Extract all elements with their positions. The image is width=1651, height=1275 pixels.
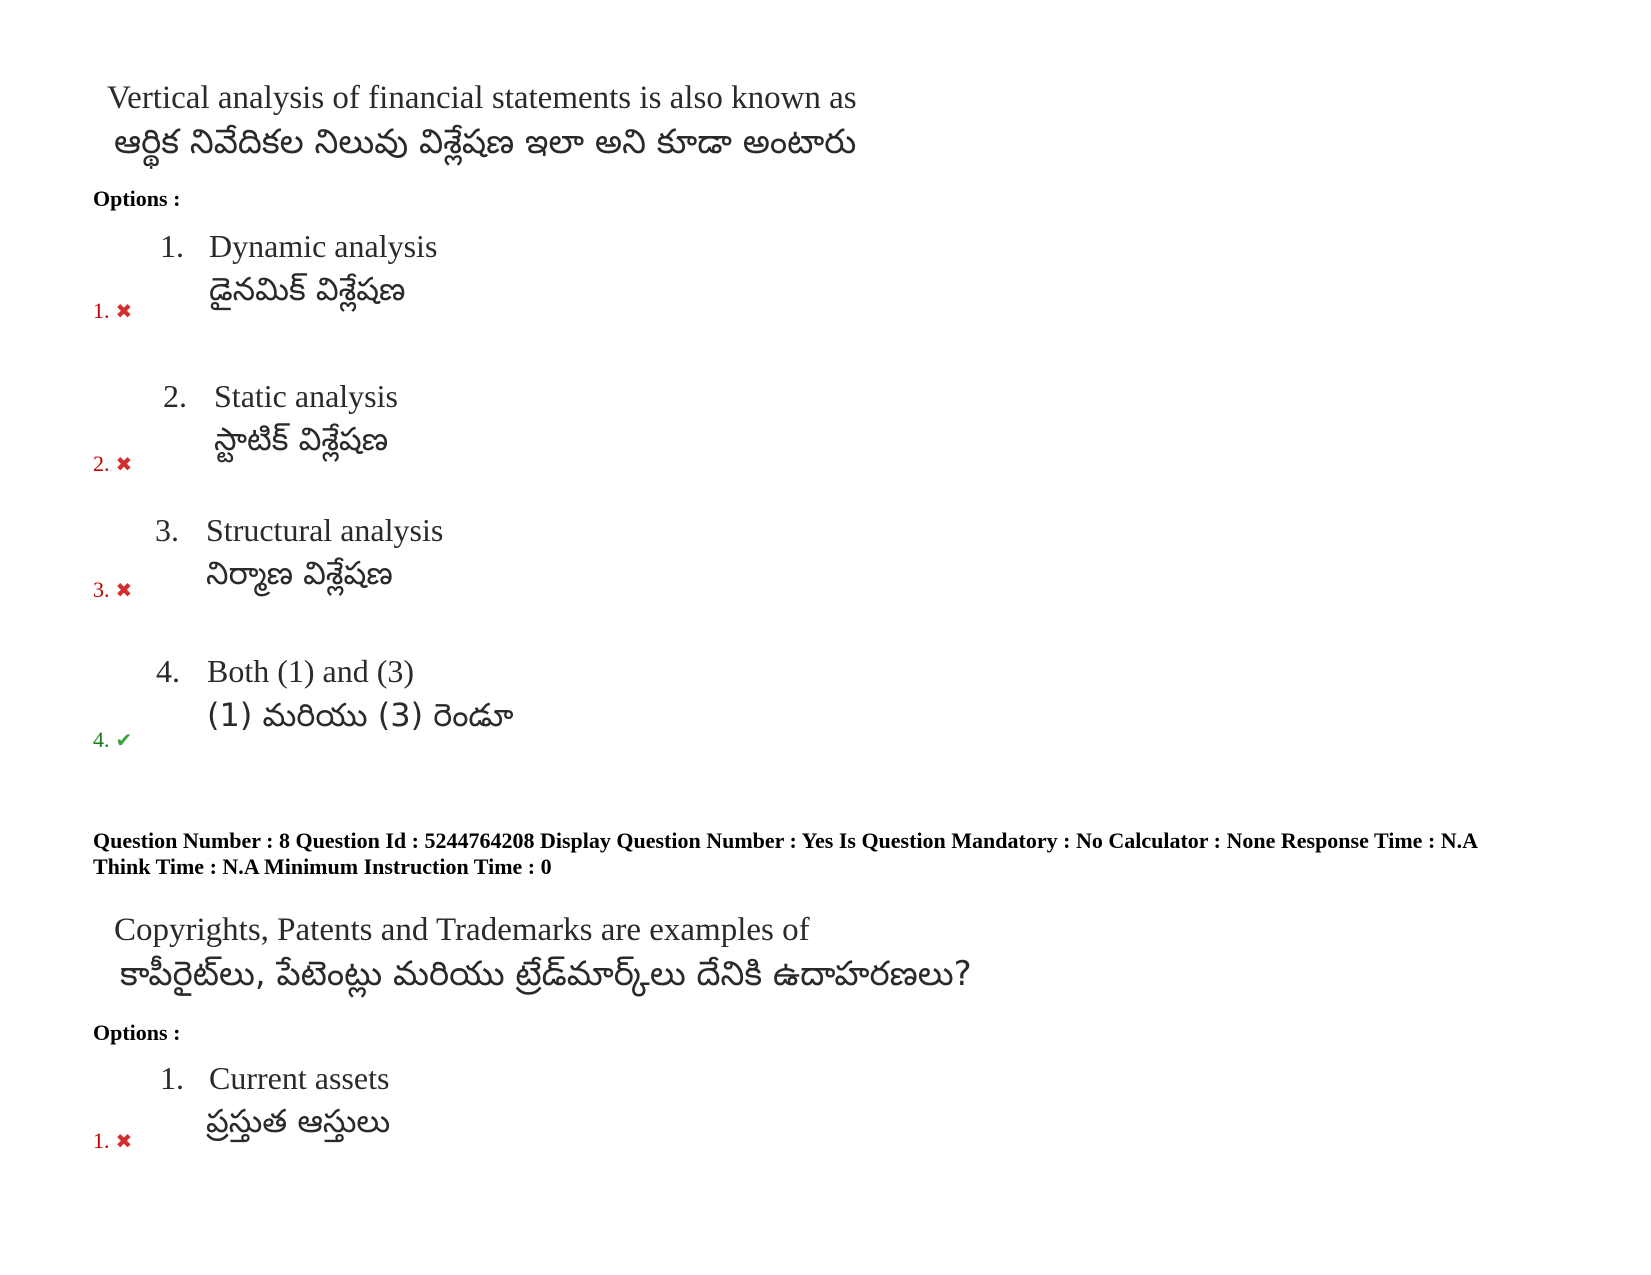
cross-icon: ✖ [115,578,133,602]
option-marker-wrong [93,577,132,603]
option-text-te: డైనమిక్ విశ్లేషణ [209,270,406,308]
option-marker-number: 1. [93,1128,110,1153]
option-text-en: Both (1) and (3) [207,653,415,689]
question-metadata: Question Number : 8 Question Id : 5244764208 Display Question Number : Yes Is Question Mandatory : No Calculator : None Response Time : N.A Think Time : N.A Minimum Instruction Time : 0 [93,828,1477,879]
option-text-en: Static analysis [214,378,398,414]
question-text-en: Copyrights, Patents and Trademarks are examples of [114,912,810,948]
option-marker-correct [93,727,132,753]
check-icon: ✔ [115,728,133,752]
cross-icon: ✖ [115,299,133,323]
option-marker-number: 3. [93,577,110,602]
question-text-en: Vertical analysis of financial statements is also known as [107,80,857,116]
option-marker-wrong [93,298,132,324]
option-text-en: Current assets [209,1060,390,1096]
option-marker-number: 4. [93,727,110,752]
option-number: 1. [160,1060,184,1096]
option-marker-number: 2. [93,451,110,476]
question-text-te: కాపీరైట్‌లు, పేటెంట్లు మరియు ట్రేడ్‌మార్క్‌లు దేనికి ఉదాహరణలు? [120,954,972,994]
option-number: 2. [163,378,187,414]
option-number: 1. [160,228,184,264]
option-marker-wrong [93,1128,132,1154]
option-text-te: (1) మరియు (3) రెండూ [207,696,514,734]
option-text-en: Dynamic analysis [209,228,438,264]
option-text-en: Structural analysis [206,512,444,548]
options-label: Options : [93,1020,181,1045]
option-number: 4. [156,653,180,689]
option-text-te: ప్రస్తుత ఆస్తులు [206,1102,391,1140]
options-label: Options : [93,186,181,211]
cross-icon: ✖ [115,1129,133,1153]
option-marker-number: 1. [93,298,110,323]
question-text-te: ఆర్థిక నివేదికల నిలువు విశ్లేషణ ఇలా అని కూడా అంటారు [114,122,857,162]
option-marker-wrong [93,451,132,477]
option-text-te: స్టాటిక్ విశ్లేషణ [214,420,389,458]
option-text-te: నిర్మాణ విశ్లేషణ [206,554,393,592]
option-number: 3. [155,512,179,548]
cross-icon: ✖ [115,452,133,476]
